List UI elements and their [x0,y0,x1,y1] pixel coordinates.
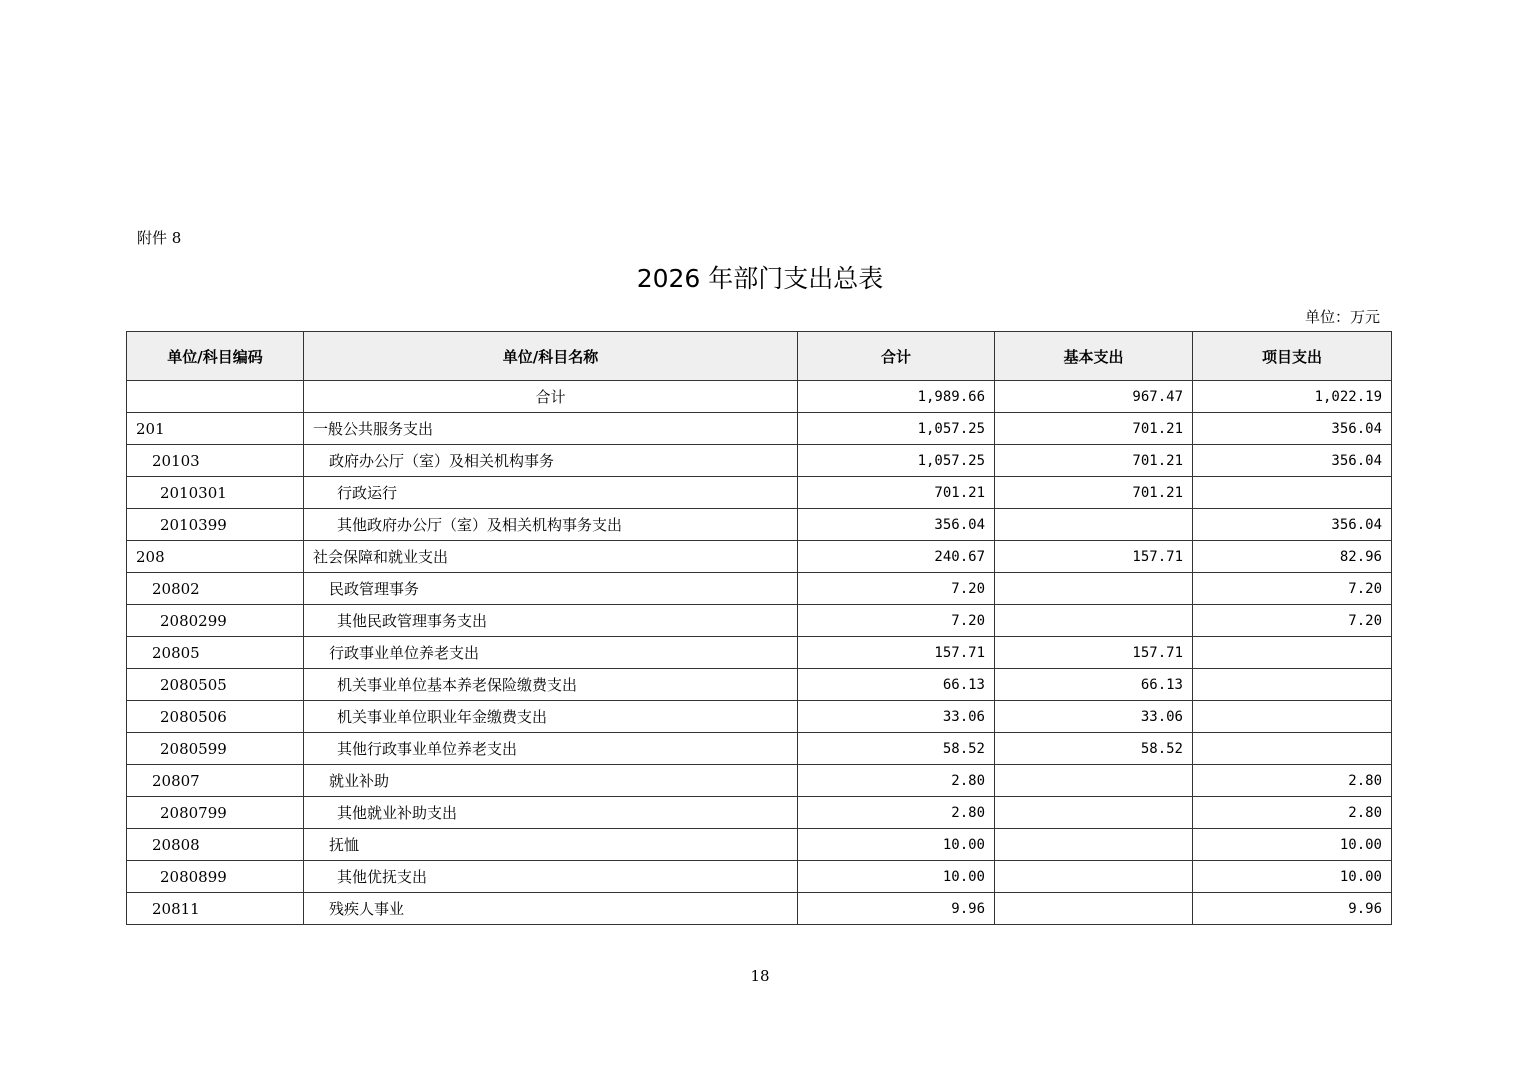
cell-basic: 701.21 [995,413,1193,445]
table-row [127,605,1392,637]
cell-name: 行政运行 [304,477,798,509]
cell-code: 20805 [127,637,304,669]
cell-basic [995,893,1193,925]
cell-total: 33.06 [798,701,995,733]
cell-basic: 66.13 [995,669,1193,701]
cell-project: 82.96 [1193,541,1392,573]
cell-total: 1,057.25 [798,413,995,445]
cell-basic: 701.21 [995,477,1193,509]
cell-project [1193,669,1392,701]
cell-total: 10.00 [798,829,995,861]
cell-project: 2.80 [1193,797,1392,829]
cell-total: 10.00 [798,861,995,893]
cell-basic: 33.06 [995,701,1193,733]
cell-code: 2080505 [127,669,304,701]
cell-total: 9.96 [798,893,995,925]
cell-basic [995,861,1193,893]
cell-project: 2.80 [1193,765,1392,797]
cell-project: 10.00 [1193,861,1392,893]
cell-name: 其他行政事业单位养老支出 [304,733,798,765]
cell-code: 208 [127,541,304,573]
cell-basic: 58.52 [995,733,1193,765]
cell-name: 抚恤 [304,829,798,861]
table-row [127,733,1392,765]
cell-basic [995,573,1193,605]
cell-code: 20103 [127,445,304,477]
cell-name: 残疾人事业 [304,893,798,925]
table-row [127,381,1392,413]
cell-code: 2080299 [127,605,304,637]
cell-project: 9.96 [1193,893,1392,925]
table-row [127,893,1392,925]
cell-project [1193,477,1392,509]
cell-project: 10.00 [1193,829,1392,861]
cell-basic [995,605,1193,637]
cell-project: 1,022.19 [1193,381,1392,413]
cell-basic: 157.71 [995,637,1193,669]
cell-name: 合计 [304,381,798,413]
cell-basic: 701.21 [995,445,1193,477]
unit-label: 单位：万元 [1304,308,1380,326]
table-row [127,477,1392,509]
cell-code: 2080599 [127,733,304,765]
cell-total: 7.20 [798,573,995,605]
cell-total: 2.80 [798,797,995,829]
cell-code: 20808 [127,829,304,861]
cell-total: 58.52 [798,733,995,765]
cell-project: 7.20 [1193,605,1392,637]
table-row [127,797,1392,829]
cell-project [1193,701,1392,733]
header-name: 单位/科目名称 [304,332,798,381]
table-row [127,669,1392,701]
cell-code [127,381,304,413]
expenditure-table [126,331,1392,925]
table-row [127,701,1392,733]
table-row [127,445,1392,477]
cell-basic: 157.71 [995,541,1193,573]
cell-total: 701.21 [798,477,995,509]
cell-code: 20807 [127,765,304,797]
cell-code: 2080506 [127,701,304,733]
cell-name: 一般公共服务支出 [304,413,798,445]
cell-total: 240.67 [798,541,995,573]
cell-name: 其他就业补助支出 [304,797,798,829]
cell-total: 66.13 [798,669,995,701]
cell-project: 356.04 [1193,445,1392,477]
table-row [127,573,1392,605]
table-row [127,509,1392,541]
cell-code: 2010301 [127,477,304,509]
cell-code: 20802 [127,573,304,605]
cell-project: 356.04 [1193,413,1392,445]
cell-basic [995,829,1193,861]
table-row [127,541,1392,573]
cell-code: 2080899 [127,861,304,893]
cell-name: 机关事业单位基本养老保险缴费支出 [304,669,798,701]
cell-total: 1,057.25 [798,445,995,477]
cell-total: 2.80 [798,765,995,797]
cell-code: 20811 [127,893,304,925]
cell-name: 其他民政管理事务支出 [304,605,798,637]
cell-total: 1,989.66 [798,381,995,413]
header-project: 项目支出 [1193,332,1392,381]
cell-code: 2010399 [127,509,304,541]
table-row [127,413,1392,445]
page-number: 18 [750,967,770,985]
cell-basic [995,765,1193,797]
cell-total: 157.71 [798,637,995,669]
cell-project [1193,637,1392,669]
table-row [127,829,1392,861]
table-row [127,637,1392,669]
table-body [127,381,1392,925]
cell-name: 其他政府办公厅（室）及相关机构事务支出 [304,509,798,541]
cell-total: 356.04 [798,509,995,541]
cell-name: 就业补助 [304,765,798,797]
cell-name: 民政管理事务 [304,573,798,605]
cell-name: 机关事业单位职业年金缴费支出 [304,701,798,733]
cell-basic [995,509,1193,541]
cell-project: 7.20 [1193,573,1392,605]
cell-name: 其他优抚支出 [304,861,798,893]
header-code: 单位/科目编码 [127,332,304,381]
cell-code: 2080799 [127,797,304,829]
cell-name: 行政事业单位养老支出 [304,637,798,669]
header-basic: 基本支出 [995,332,1193,381]
cell-code: 201 [127,413,304,445]
cell-name: 社会保障和就业支出 [304,541,798,573]
header-total: 合计 [798,332,995,381]
table-row [127,861,1392,893]
header-row [127,332,1392,381]
cell-total: 7.20 [798,605,995,637]
cell-basic [995,797,1193,829]
page-title: 2026 年部门支出总表 [636,264,884,293]
cell-basic: 967.47 [995,381,1193,413]
table-header [127,332,1392,381]
cell-project [1193,733,1392,765]
attachment-label: 附件 8 [137,229,182,247]
cell-project: 356.04 [1193,509,1392,541]
table-row [127,765,1392,797]
cell-name: 政府办公厅（室）及相关机构事务 [304,445,798,477]
